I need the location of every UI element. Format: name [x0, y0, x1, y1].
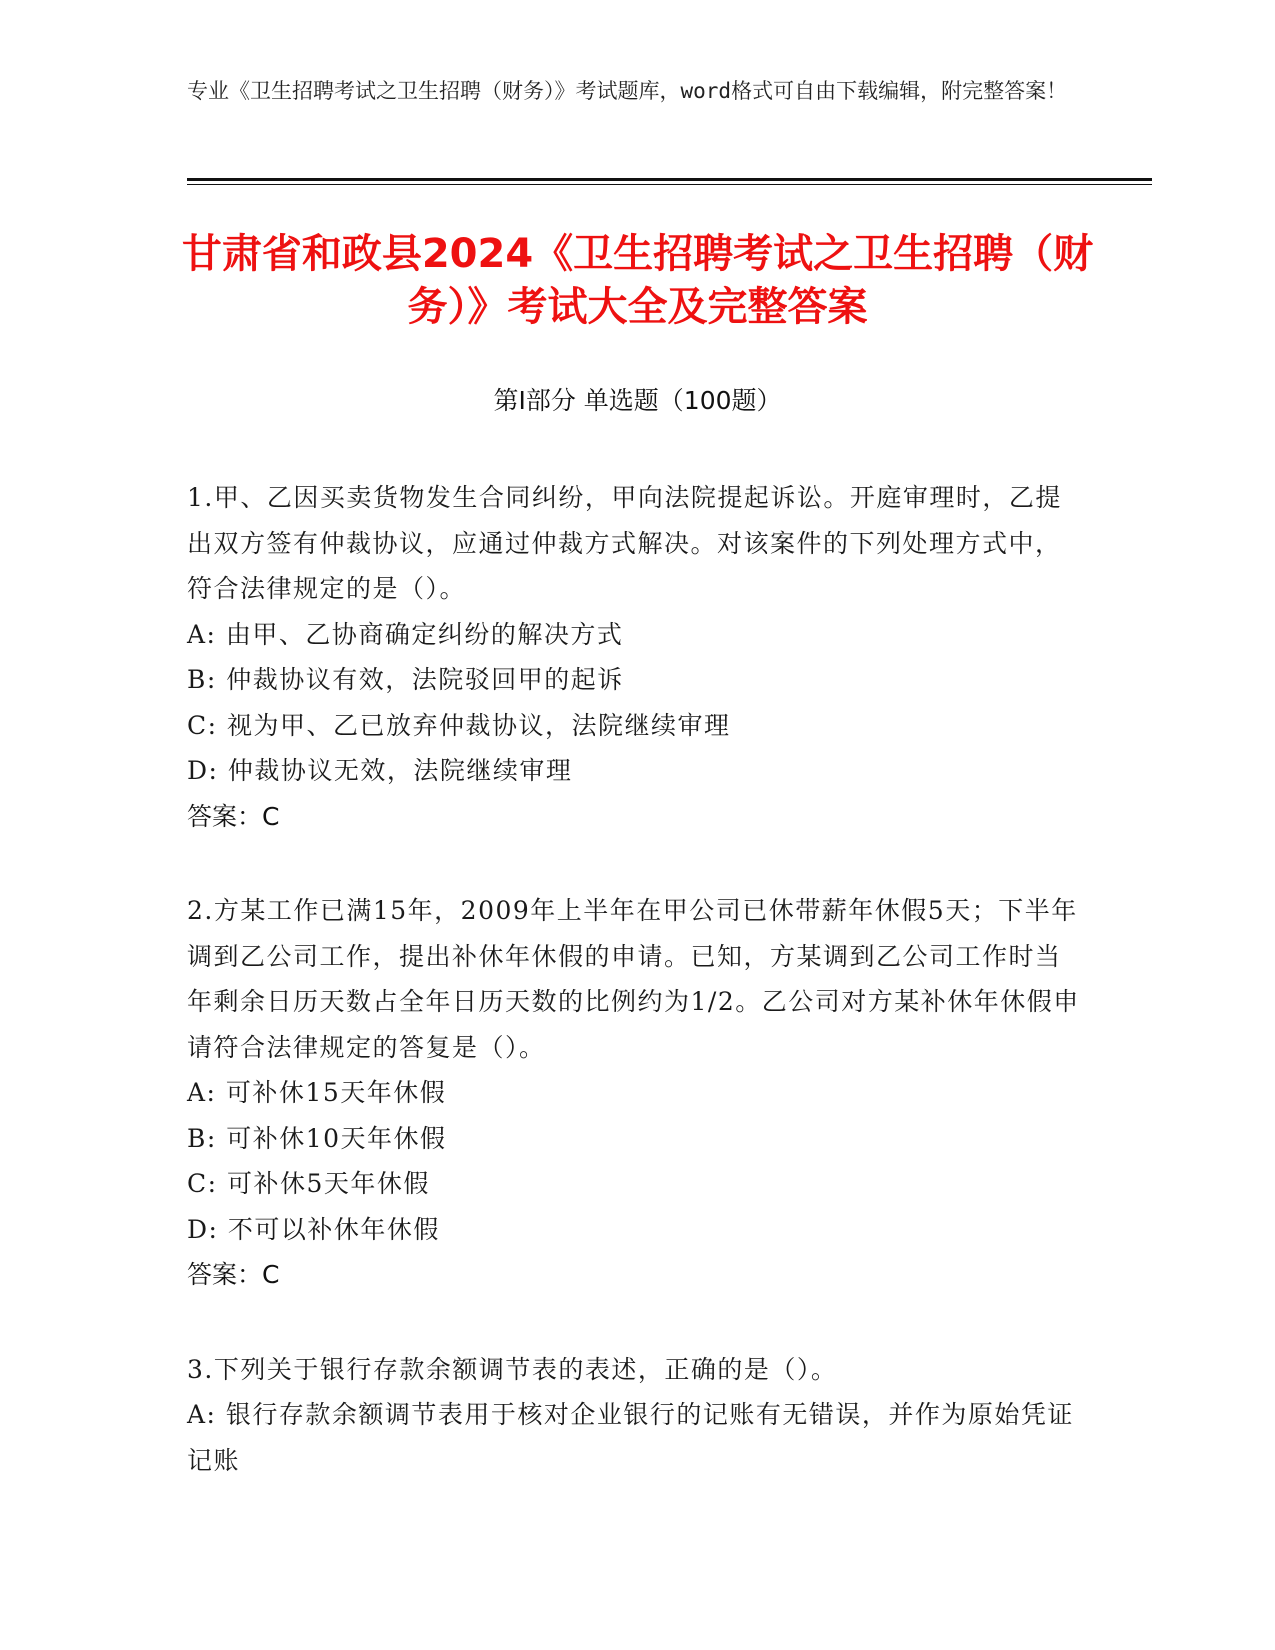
option-c: C: 视为甲、乙已放弃仲裁协议，法院继续审理 [187, 710, 731, 740]
option-a: A: 可补休15天年休假 [187, 1078, 447, 1107]
question-stem: 2.方某工作已满15年，2009年上半年在甲公司已休带薪年休假5天；下半年调到乙公司工作，提出补休年休假的申请。已知，方某调到乙公司工作时当年剩余日历天数占全年日历天数的比例约为1/2。乙公司对方某补休年休假申请符合法律规定的答复是（）。 [187, 896, 1080, 1062]
option-a: A: 由甲、乙协商确定纠纷的解决方式 [187, 619, 624, 649]
question-1 [187, 475, 1087, 839]
question-stem: 3.下列关于银行存款余额调节表的表述，正确的是（）。 [187, 1354, 838, 1384]
answer: 答案：C [187, 1260, 280, 1289]
answer: 答案：C [187, 801, 280, 831]
section-heading: 第I部分 单选题（100题） [493, 386, 782, 415]
document-title: 甘肃省和政县2024《卫生招聘考试之卫生招聘（财务）》考试大全及完整答案 [181, 231, 1094, 330]
question-list [187, 475, 1087, 1532]
header-note: 专业《卫生招聘考试之卫生招聘（财务）》考试题库，word格式可自由下载编辑，附完整答案！ [187, 79, 1068, 103]
option-a: A: 银行存款余额调节表用于核对企业银行的记账有无错误，并作为原始凭证记账 [187, 1400, 1074, 1475]
header-rule-thin [187, 184, 1152, 185]
option-d: D: 不可以补休年休假 [187, 1214, 440, 1244]
option-d: D: 仲裁协议无效，法院继续审理 [187, 756, 573, 785]
question-2 [187, 888, 1087, 1298]
option-b: B: 仲裁协议有效，法院驳回甲的起诉 [187, 665, 624, 694]
header-rule-thick [187, 178, 1152, 181]
option-b: B: 可补休10天年休假 [187, 1123, 447, 1153]
option-c: C: 可补休5天年休假 [187, 1169, 430, 1198]
question-stem: 1.甲、乙因买卖货物发生合同纠纷，甲向法院提起诉讼。开庭审理时，乙提出双方签有仲裁协议，应通过仲裁方式解决。对该案件的下列处理方式中，符合法律规定的是（）。 [187, 483, 1062, 603]
question-3 [187, 1347, 1087, 1484]
